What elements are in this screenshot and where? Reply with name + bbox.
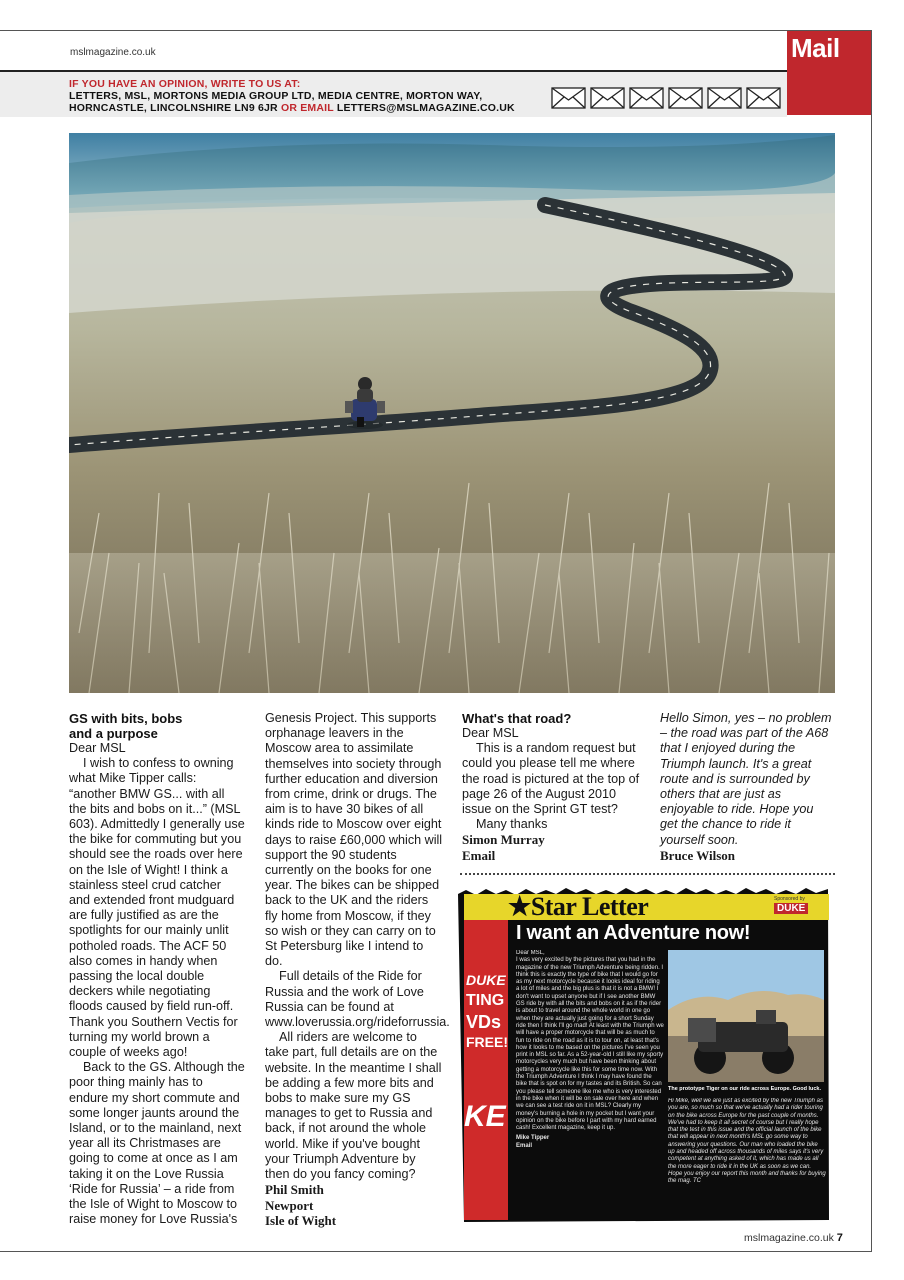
envelope-icon (746, 87, 781, 109)
letter1-signature-place: Isle of Wight (265, 1213, 337, 1229)
letter1-paragraph: Full details of the Ride for Russia and the work of Love Russia can be found at www.loverussia.org/rideforrussia. (265, 969, 450, 1030)
letter1-headline-2: and a purpose (69, 726, 158, 741)
footer (744, 1232, 843, 1244)
letter2-signature-place: Email (462, 847, 496, 863)
letter1-paragraph: Genesis Project. This supports orphanage leavers in the Moscow area to assimilate themselves into society through further education and diversion from crime, drink or drugs. The aim is to have 30 bikes of all kinds ride to Moscow over eight days to raise £60,000 which will support the 90 students currently on the books for one year. The bikes can be shipped back to the UK and the riders fly home from Moscow, if they so wish or they can carry on to St Petersburg like I intend to do. (265, 711, 443, 969)
bottom-rule (0, 1251, 872, 1252)
banner-or-email: OR EMAIL (277, 102, 337, 114)
section-title: Mail (791, 33, 840, 63)
cover-text: KE (464, 1100, 506, 1133)
star-letter-title (508, 894, 708, 920)
star-letter-caption: The prototype Tiger on our ride across Europe. Good luck. (668, 1086, 822, 1092)
cover-text: TING (466, 992, 505, 1009)
star-letter-photo (668, 950, 824, 1082)
sponsor-logo: DUKE (774, 903, 808, 914)
banner-line-2: LETTERS, MSL, MORTONS MEDIA GROUP LTD, MEDIA CENTRE, MORTON WAY, (69, 90, 483, 102)
envelope-icon (590, 87, 625, 109)
letter1-paragraph: All riders are welcome to take part, full details are on the website. In the meantime I shall be adding a few more bits and bobs to make sure my GS manages to get to Russia and back, if not around the whole world. Mike if you've bought your Triumph Adventure by then do you fancy coming? (265, 1030, 442, 1182)
cover-text: FREE! (466, 1034, 508, 1050)
letter1-col1 (69, 711, 245, 1228)
star-letter-title-text: Star Letter (530, 892, 649, 921)
banner-line-3 (69, 102, 515, 114)
letter2-reply: Hello Simon, yes – no problem – the road was part of the A68 that I enjoyed during the Triumph launch. It's a great route and is surrounded by others that are just as enjoyable to ride. Hope you get the chance to ride it yourself soon. (660, 711, 832, 847)
magazine-cover (464, 920, 508, 1220)
letter1-salutation: Dear MSL (69, 741, 126, 755)
dotted-divider (460, 873, 835, 875)
letter2-reply-col (660, 711, 832, 863)
letter2-headline: What's that road? (462, 711, 572, 726)
star-icon: ★ (508, 892, 531, 921)
star-letter-salutation: Dear MSL, (516, 950, 545, 956)
top-rule (0, 30, 872, 31)
star-letter-headline: I want an Adventure now! (516, 922, 751, 944)
letter2-col (462, 711, 642, 863)
star-letter-reply: Hi Mike, well we are just as excited by the new Triumph as you are, so much so that we've actually had a rider touring on the bike across Europe for the past couple of months. We've had to keep it all secret of course but I really hope that the test in this issue and the official launch of the bike that will appear in next month's MSL go some way to answering your questions. Our man who loaded the bike up and headed off across thousands of miles says it's very competent at anything asked of it, which has made us all the more eager to ride it in the UK as soon as we can. Hope you enjoy our report this month and thanks for buying the mag. TC (668, 1098, 826, 1185)
right-rule (871, 30, 872, 1252)
footer-site[interactable]: mslmagazine.co.uk (744, 1232, 834, 1244)
letter1-headline-1: GS with bits, bobs (69, 711, 183, 726)
letter1-paragraph: Back to the GS. Although the poor thing mainly has to endure my short commute and some longer jaunts around the Island, or to the mainland, next year all its Christmases are going to come at once as I am taking it on the Love Russia ‘Ride for Russia’ – a ride from the Isle of Wight to Moscow to raise money for Love Russia's (69, 1060, 245, 1227)
site-url-top[interactable]: mslmagazine.co.uk (70, 47, 156, 58)
envelope-icon (551, 87, 586, 109)
banner-email[interactable]: LETTERS@MSLMAGAZINE.CO.UK (336, 102, 515, 114)
envelope-icon (707, 87, 742, 109)
banner-line-1: IF YOU HAVE AN OPINION, WRITE TO US AT: (69, 78, 301, 90)
letter2-signature-name: Simon Murray (462, 832, 545, 848)
star-letter-text: I was very excited by the pictures that you had in the magazine of the new Triumph Adventure being ridden. I think this is exactly the type of bike that I would go for as my next motorcycle because it looks ideal for riding a lot of miles and the big plus is that it is not a BMW! I don't want to upset anyone but if I see another BMW GS ride by with all the bits and bobs on it as if the rider is about to travel around the whole world in one go when they are actually just going for a short Sunday ride then I think I'll go mad! At least with the Triumph we will have a proper motorcycle that will be as much to fun to ride on the road as it is to tour on, at least that's how it looks to me based on the pictures I've seen you print in MSL so far. As a 52-year-old I still like my sporty motorcycles very much but have been thinking about getting a motorcycle like this for some time now. With the Triumph Adventure I think I may have found the bike that is spot on for my tastes and its British. So can you please tell someone like me who is very interested in the bike when it will be on sale over here and when we can see a test ride on it in MSL? Clearly my money's burning a hole in my pocket but I want your opinion on the bike before I part with my hard earned cash! Excellent magazine, keep it up. (516, 957, 664, 1132)
cover-text: VDs (466, 1012, 502, 1032)
star-letter-signature-place: Email (516, 1142, 533, 1149)
letter1-signature-place: Newport (265, 1197, 314, 1213)
star-letter-signature-name: Mike Tipper (516, 1135, 550, 1142)
envelope-icon (668, 87, 703, 109)
letter2-reply-signature: Bruce Wilson (660, 847, 736, 863)
letter1-signature-name: Phil Smith (265, 1182, 324, 1198)
star-letter-clipping (456, 880, 836, 1225)
sponsor-label: Sponsored by (774, 896, 805, 902)
banner-address: HORNCASTLE, LINCOLNSHIRE LN9 6JR (69, 102, 278, 114)
letter2-paragraph: Many thanks (476, 817, 548, 832)
letter1-col2 (265, 711, 450, 1229)
section-tab (787, 31, 871, 115)
moorland-road-illustration (69, 133, 835, 693)
letter1-paragraph: I wish to confess to owning what Mike Tipper calls: “another BMW GS... with all the bits and bobs on it...” (MSL 603). Admittedly I generally use the bike for commuting but you should see the roads over here on the Isle of Wight! I think a stainless steel crud catcher and extended front mudguard are fully justified as are the spotlights for our mainly unlit potholed roads. The ACF 50 also comes in handy when passing the local double deckers while negotiating floods caused by field run-off. Thank you Southern Vectis for turning my world brown a couple of weeks ago! (69, 756, 245, 1060)
hero-photo (69, 133, 835, 693)
star-letter-body (516, 950, 664, 1205)
letter2-paragraph: This is a random request but could you please tell me where the road is pictured at the top of page 26 of the August 2010 issue on the Sprint GT test? (462, 741, 640, 817)
letter2-salutation: Dear MSL (462, 726, 519, 740)
page-number: 7 (836, 1232, 843, 1244)
envelope-row (551, 87, 787, 111)
envelope-icon (629, 87, 664, 109)
cover-text: DUKE (466, 972, 506, 988)
